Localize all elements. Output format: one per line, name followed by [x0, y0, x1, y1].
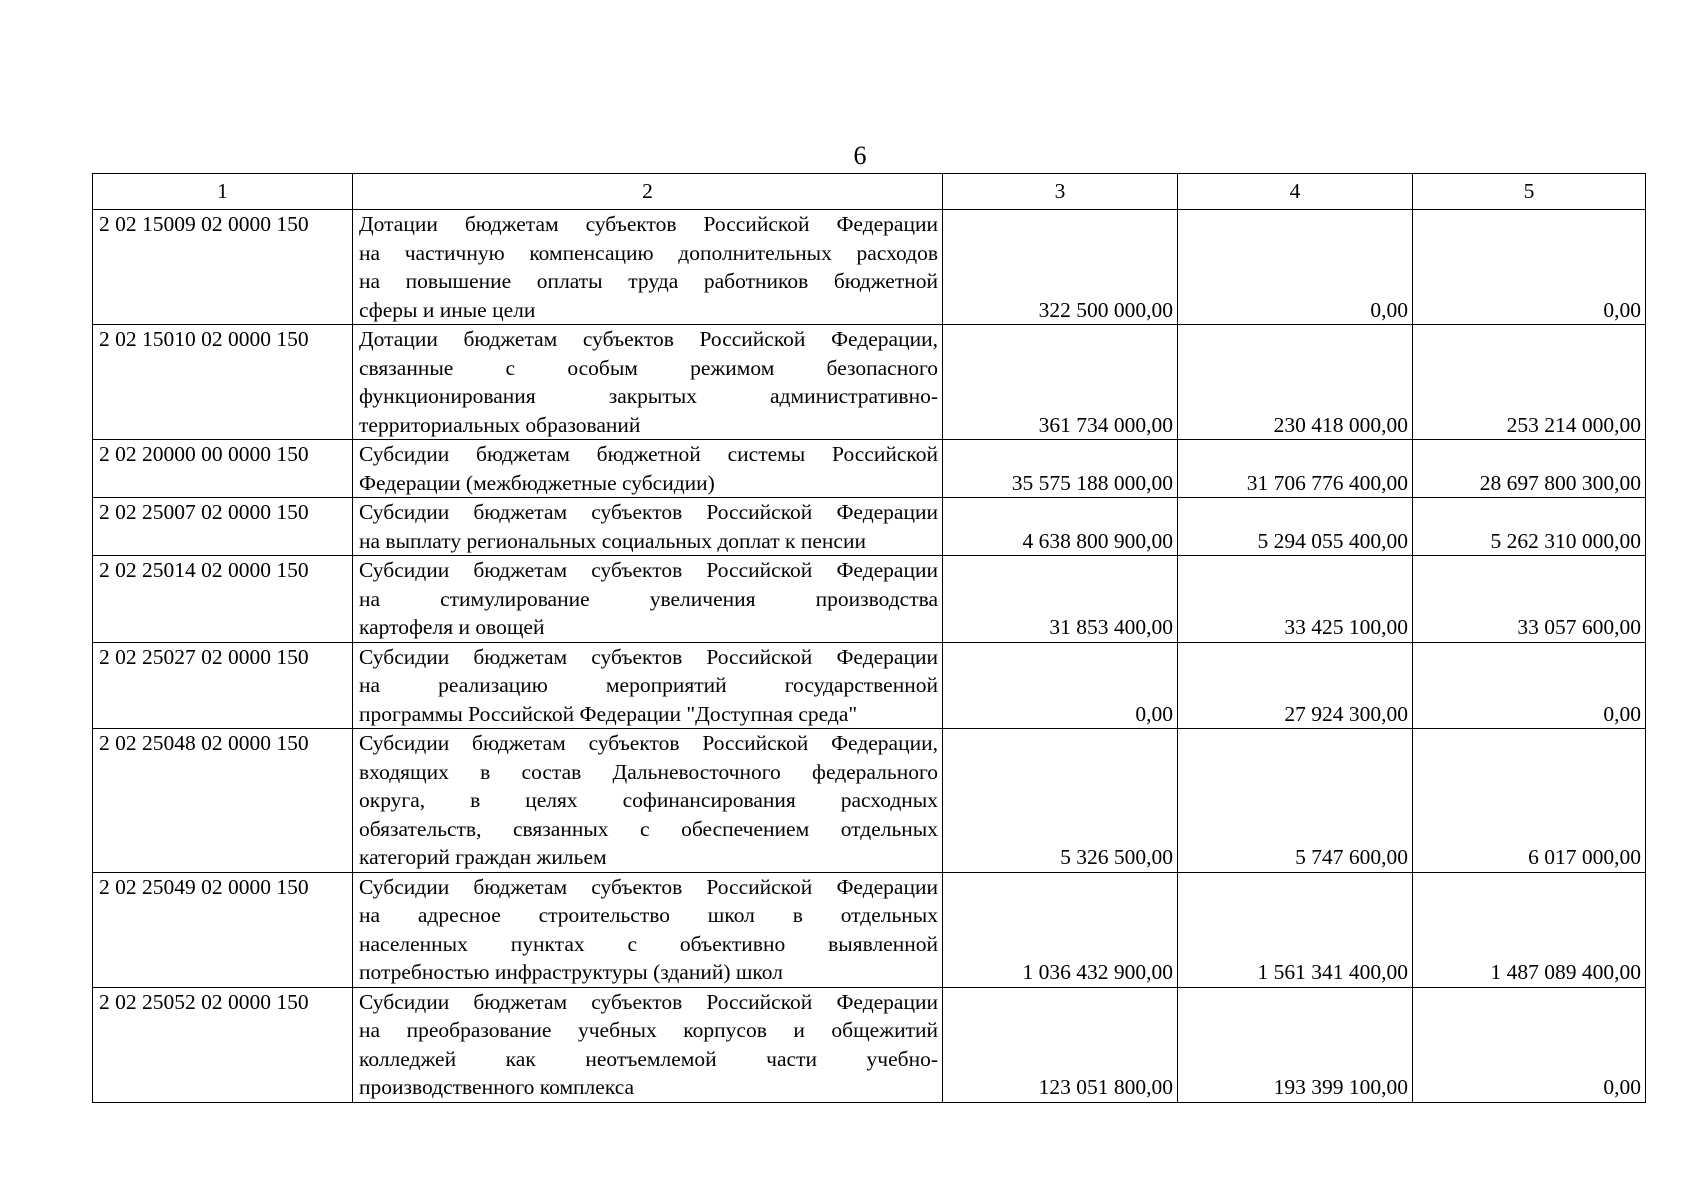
- description-line: сферы и иные цели: [359, 297, 536, 322]
- budget-code-cell: 2 02 25027 02 0000 150: [93, 642, 353, 729]
- description-line: Субсидии бюджетам субъектов Российской Федерации,: [359, 731, 938, 755]
- amount-cell-col-4: 33 425 100,00: [1178, 556, 1413, 643]
- amount-cell-col-4: 1 561 341 400,00: [1178, 872, 1413, 987]
- description-line: на выплату региональных социальных доплат к пенсии: [359, 528, 866, 553]
- amount-cell-col-3: 4 638 800 900,00: [943, 498, 1178, 556]
- budget-code-cell: 2 02 25052 02 0000 150: [93, 987, 353, 1102]
- description-line: обязательств, связанных с обеспечением отдельных: [359, 816, 938, 841]
- budget-code-cell: 2 02 20000 00 0000 150: [93, 440, 353, 498]
- budget-code-cell: 2 02 25007 02 0000 150: [93, 498, 353, 556]
- column-header-4: 4: [1178, 174, 1413, 210]
- description-line: Субсидии бюджетам субъектов Российской Федерации: [359, 874, 938, 899]
- table-row: [93, 498, 1646, 556]
- budget-code-cell: 2 02 25048 02 0000 150: [93, 729, 353, 873]
- description-cell: [353, 642, 943, 729]
- description-line: Дотации бюджетам субъектов Российской Федерации: [359, 212, 938, 236]
- amount-cell-col-5: 28 697 800 300,00: [1413, 440, 1646, 498]
- description-cell: [353, 987, 943, 1102]
- column-header-1: 1: [93, 174, 353, 210]
- description-line: Субсидии бюджетам субъектов Российской Федерации: [359, 500, 938, 524]
- column-header-5: 5: [1413, 174, 1646, 210]
- amount-cell-col-5: 0,00: [1413, 210, 1646, 325]
- amount-cell-col-5: 5 262 310 000,00: [1413, 498, 1646, 556]
- amount-cell-col-3: 31 853 400,00: [943, 556, 1178, 643]
- description-line: производственного комплекса: [359, 1075, 635, 1099]
- description-line: Федерации (межбюджетные субсидии): [359, 470, 715, 495]
- amount-cell-col-5: 1 487 089 400,00: [1413, 872, 1646, 987]
- amount-cell-col-3: 1 036 432 900,00: [943, 872, 1178, 987]
- amount-cell-col-3: 361 734 000,00: [943, 325, 1178, 440]
- column-header-3: 3: [943, 174, 1178, 210]
- amount-cell-col-5: 33 057 600,00: [1413, 556, 1646, 643]
- description-line: Субсидии бюджетам субъектов Российской Федерации: [359, 644, 938, 669]
- description-cell: [353, 325, 943, 440]
- budget-code-cell: 2 02 15010 02 0000 150: [93, 325, 353, 440]
- column-header-2: 2: [353, 174, 943, 210]
- amount-cell-col-4: 0,00: [1178, 210, 1413, 325]
- table-row: [93, 440, 1646, 498]
- description-line: Субсидии бюджетам бюджетной системы Российской: [359, 442, 938, 466]
- description-line: функционирования закрытых административно-: [359, 384, 938, 408]
- description-cell: [353, 556, 943, 643]
- table-row: [93, 210, 1646, 325]
- table-row: [93, 872, 1646, 987]
- description-cell: [353, 498, 943, 556]
- amount-cell-col-5: 0,00: [1413, 987, 1646, 1102]
- description-line: на стимулирование увеличения производства: [359, 586, 938, 611]
- amount-cell-col-4: 5 747 600,00: [1178, 729, 1413, 873]
- description-cell: [353, 440, 943, 498]
- description-line: на адресное строительство школ в отдельных: [359, 903, 938, 927]
- header-row: [93, 174, 1646, 210]
- table-row: [93, 642, 1646, 729]
- amount-cell-col-4: 5 294 055 400,00: [1178, 498, 1413, 556]
- description-line: на повышение оплаты труда работников бюджетной: [359, 269, 938, 293]
- amount-cell-col-3: 5 326 500,00: [943, 729, 1178, 873]
- budget-code-cell: 2 02 15009 02 0000 150: [93, 210, 353, 325]
- amount-cell-col-5: 253 214 000,00: [1413, 325, 1646, 440]
- amount-cell-col-5: 6 017 000,00: [1413, 729, 1646, 873]
- description-line: категорий граждан жильем: [359, 845, 607, 869]
- description-line: колледжей как неотъемлемой части учебно-: [359, 1046, 938, 1071]
- amount-cell-col-4: 230 418 000,00: [1178, 325, 1413, 440]
- description-line: потребностью инфраструктуры (зданий) школ: [359, 960, 783, 984]
- description-line: программы Российской Федерации "Доступная среда": [359, 701, 858, 726]
- amount-cell-col-5: 0,00: [1413, 642, 1646, 729]
- amount-cell-col-3: 35 575 188 000,00: [943, 440, 1178, 498]
- amount-cell-col-4: 31 706 776 400,00: [1178, 440, 1413, 498]
- amount-cell-col-3: 322 500 000,00: [943, 210, 1178, 325]
- amount-cell-col-3: 123 051 800,00: [943, 987, 1178, 1102]
- amount-cell-col-3: 0,00: [943, 642, 1178, 729]
- table-row: [93, 556, 1646, 643]
- budget-code-cell: 2 02 25014 02 0000 150: [93, 556, 353, 643]
- table-row: [93, 987, 1646, 1102]
- description-line: округа, в целях софинансирования расходных: [359, 788, 938, 812]
- description-line: территориальных образований: [359, 412, 641, 437]
- description-line: Субсидии бюджетам субъектов Российской Федерации: [359, 558, 938, 582]
- amount-cell-col-4: 193 399 100,00: [1178, 987, 1413, 1102]
- description-line: населенных пунктах с объективно выявленной: [359, 931, 938, 956]
- description-line: на частичную компенсацию дополнительных расходов: [359, 240, 938, 265]
- description-cell: [353, 872, 943, 987]
- amount-cell-col-4: 27 924 300,00: [1178, 642, 1413, 729]
- table-row: [93, 325, 1646, 440]
- description-cell: [353, 729, 943, 873]
- budget-code-cell: 2 02 25049 02 0000 150: [93, 872, 353, 987]
- page-number: 6: [853, 141, 867, 170]
- description-cell: [353, 210, 943, 325]
- description-line: картофеля и овощей: [359, 615, 545, 639]
- description-line: Субсидии бюджетам субъектов Российской Федерации: [359, 989, 938, 1014]
- description-line: Дотации бюджетам субъектов Российской Федерации,: [359, 327, 938, 351]
- description-line: на реализацию мероприятий государственной: [359, 673, 938, 697]
- description-line: на преобразование учебных корпусов и общежитий: [359, 1018, 938, 1042]
- table-body: [93, 210, 1646, 1103]
- description-line: связанные с особым режимом безопасного: [359, 355, 938, 380]
- table-row: [93, 729, 1646, 873]
- description-line: входящих в состав Дальневосточного федерального: [359, 759, 938, 784]
- budget-table: [92, 173, 1646, 1103]
